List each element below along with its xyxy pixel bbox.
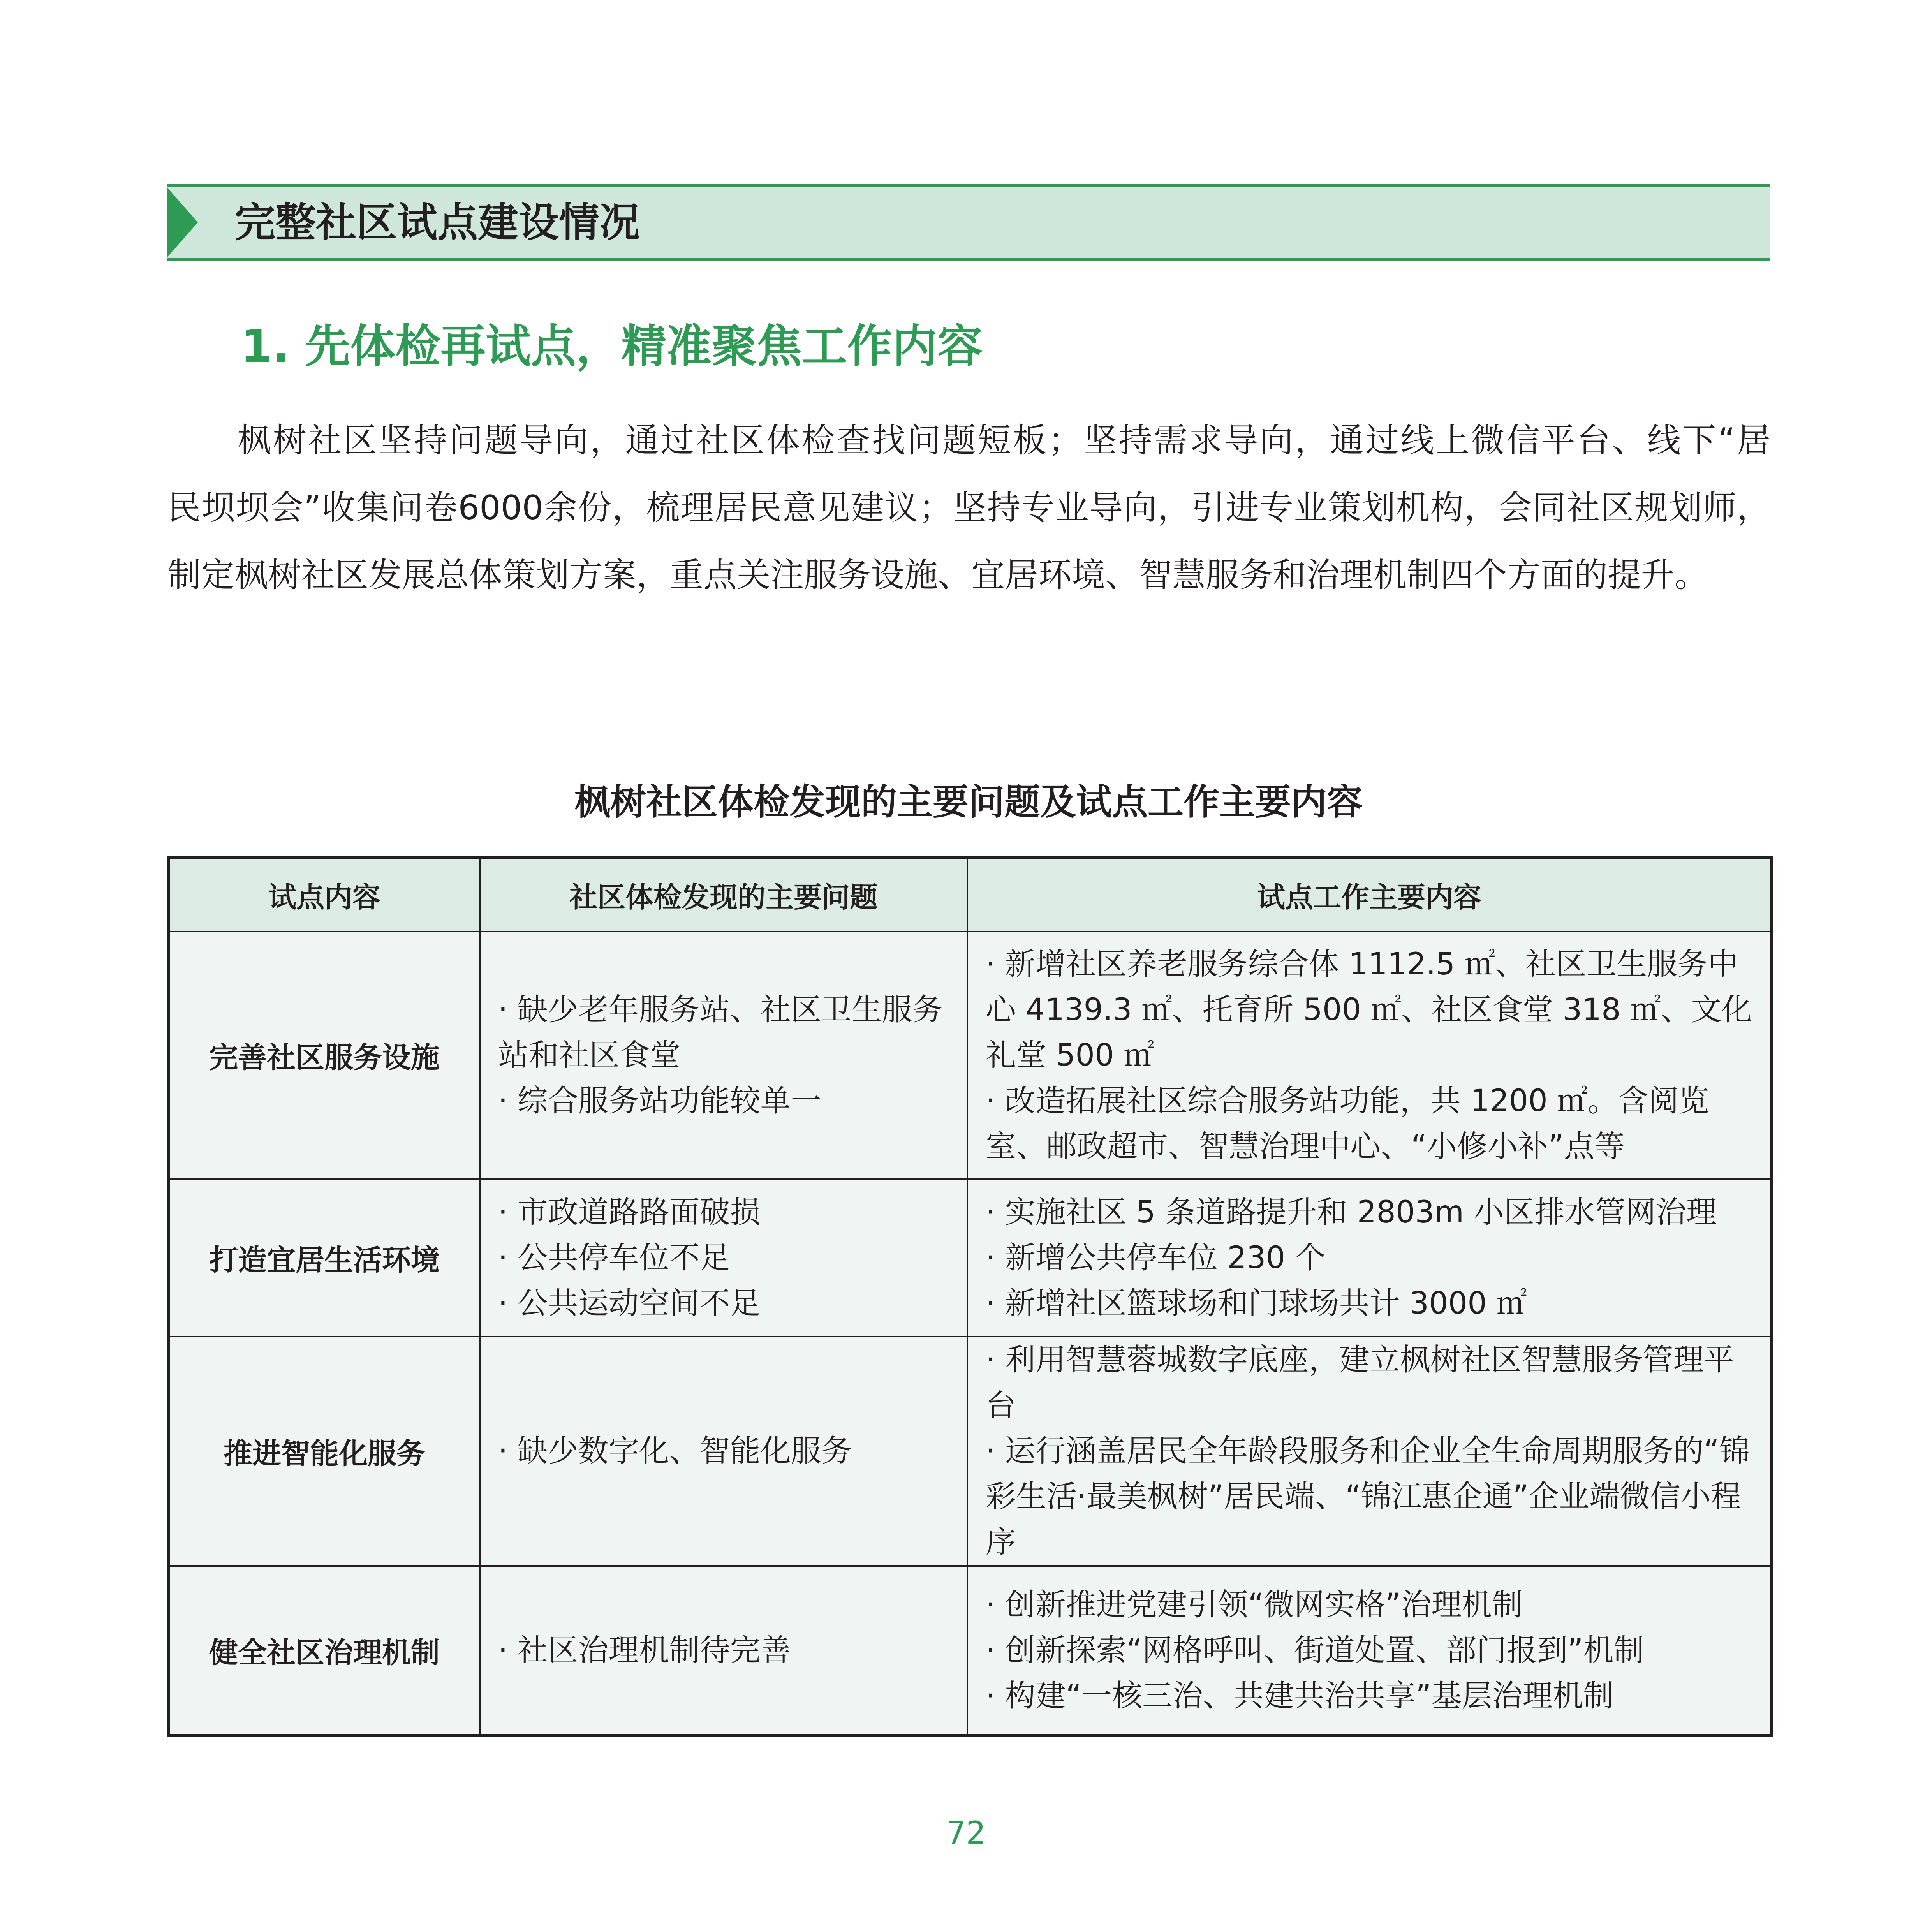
problem-cell — [480, 1337, 967, 1566]
work-item: · 新增公共停车位 230 个 — [986, 1240, 1326, 1275]
problem-item: · 综合服务站功能较单一 — [498, 1083, 821, 1118]
column-header: 社区体检发现的主要问题 — [480, 858, 967, 932]
table-row — [168, 1179, 1772, 1337]
work-item: · 创新探索“网格呼叫、街道处置、部门报到”机制 — [986, 1633, 1644, 1668]
work-item: · 利用智慧蓉城数字底座，建立枫树社区智慧服务管理平台 — [986, 1342, 1734, 1423]
pilot-item-cell: 推进智能化服务 — [168, 1337, 480, 1566]
pilot-item-cell: 健全社区治理机制 — [168, 1566, 480, 1736]
paragraph-line: 枫树社区坚持问题导向，通过社区体检查找问题短板；坚持需求导向，通过线上微信平台、线下“居 — [238, 421, 1770, 460]
problem-item: · 缺少数字化、智能化服务 — [498, 1434, 852, 1469]
work-cell — [967, 1337, 1772, 1566]
work-cell — [967, 1566, 1772, 1736]
work-item: · 实施社区 5 条道路提升和 2803m 小区排水管网治理 — [986, 1194, 1717, 1230]
problem-item: · 公共运动空间不足 — [498, 1286, 761, 1321]
problem-cell — [480, 1566, 967, 1736]
problem-item: · 市政道路路面破损 — [498, 1194, 761, 1230]
pilot-table — [167, 856, 1773, 1737]
pilot-item-cell: 打造宜居生活环境 — [168, 1179, 480, 1337]
column-header: 试点工作主要内容 — [967, 858, 1772, 932]
body-paragraph — [167, 407, 1770, 609]
work-item: · 创新推进党建引领“微网实格”治理机制 — [986, 1587, 1523, 1622]
work-cell — [967, 932, 1772, 1179]
table-title: 枫树社区体检发现的主要问题及试点工作主要内容 — [574, 781, 1363, 823]
problem-item: · 公共停车位不足 — [498, 1240, 730, 1275]
table-row — [168, 1566, 1772, 1736]
work-item: · 新增社区养老服务综合体 1112.5 ㎡、社区卫生服务中心 4139.3 ㎡、托育所 500 ㎡、社区食堂 318 ㎡、文化礼堂 500 ㎡ — [986, 946, 1752, 1073]
work-item: · 运行涵盖居民全年龄段服务和企业全生命周期服务的“锦彩生活·最美枫树”居民端、“锦江惠企通”企业端微信小程序 — [986, 1434, 1750, 1560]
section-heading: 1. 先体检再试点，精准聚焦工作内容 — [241, 320, 983, 373]
banner-title: 完整社区试点建设情况 — [235, 199, 640, 246]
work-cell — [967, 1179, 1772, 1337]
problem-cell — [480, 932, 967, 1179]
table-row — [168, 1337, 1772, 1566]
paragraph-line: 民坝坝会”收集问卷6000余份，梳理居民意见建议；坚持专业导向，引进专业策划机构，会同社区规划师， — [167, 488, 1770, 527]
table-row — [168, 932, 1772, 1179]
problem-item: · 缺少老年服务站、社区卫生服务站和社区食堂 — [498, 992, 943, 1073]
work-item: · 改造拓展社区综合服务站功能，共 1200 ㎡。含阅览室、邮政超市、智慧治理中心、“小修小补”点等 — [986, 1083, 1709, 1164]
problem-cell — [480, 1179, 967, 1337]
page-number: 72 — [946, 1815, 986, 1851]
work-item: · 构建“一核三治、共建共治共享”基层治理机制 — [986, 1678, 1614, 1714]
work-item: · 新增社区篮球场和门球场共计 3000 ㎡ — [986, 1286, 1527, 1321]
section-banner — [167, 184, 1770, 261]
arrow-marker-icon — [167, 187, 198, 258]
table-header-row — [168, 858, 1772, 932]
paragraph-line: 制定枫树社区发展总体策划方案，重点关注服务设施、宜居环境、智慧服务和治理机制四个方面的提升。 — [167, 556, 1708, 595]
problem-item: · 社区治理机制待完善 — [498, 1633, 791, 1668]
pilot-item-cell: 完善社区服务设施 — [168, 932, 480, 1179]
column-header: 试点内容 — [168, 858, 480, 932]
